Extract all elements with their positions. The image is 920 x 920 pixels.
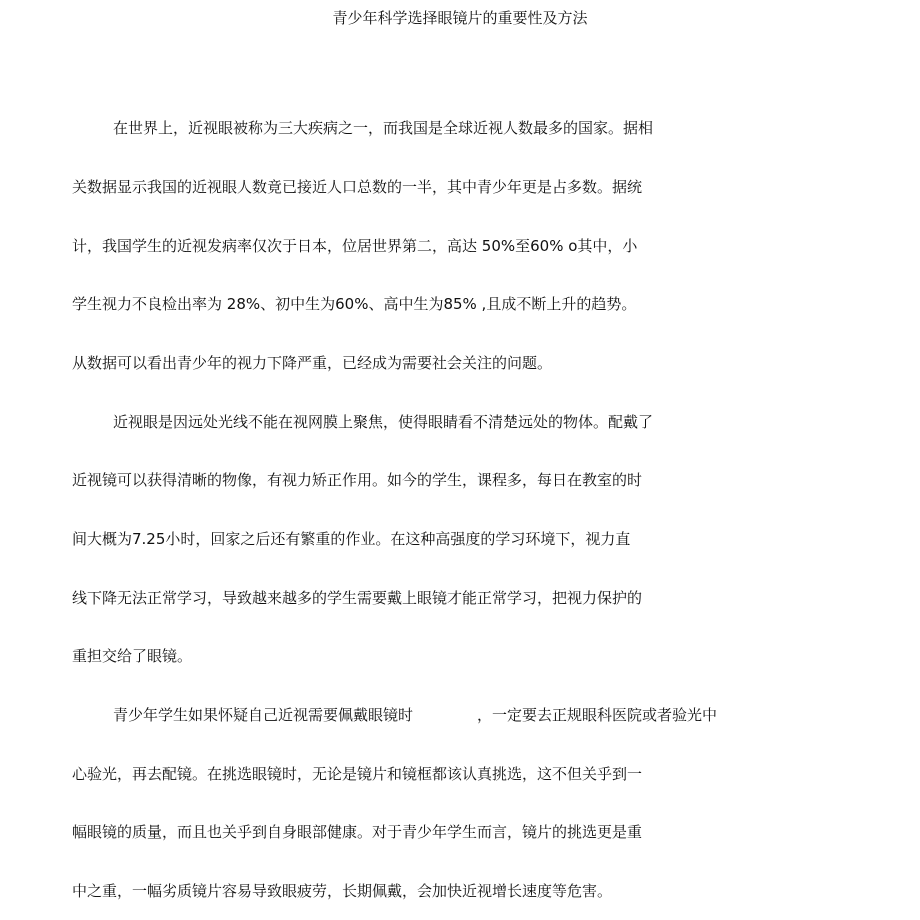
- paragraph-3-line-1-part-a: 青少年学生如果怀疑自己近视需要佩戴眼镜时: [113, 706, 414, 724]
- paragraph-2-line-5: 重担交给了眼镜。: [72, 647, 193, 665]
- document-title: 青少年科学选择眼镜片的重要性及方法: [332, 9, 588, 27]
- paragraph-3-line-1: [113, 705, 717, 725]
- paragraph-3-line-4: 中之重，一幅劣质镜片容易导致眼疲劳，长期佩戴，会加快近视增长速度等危害。: [72, 882, 613, 900]
- paragraph-1-line-4: 学生视力不良检出率为 28%、初中生为60%、高中生为85% ,且成不断上升的趋势。: [72, 295, 637, 313]
- paragraph-3-line-2: 心验光，再去配镜。在挑选眼镜时，无论是镜片和镜框都该认真挑选，这不但关乎到一: [72, 765, 643, 783]
- paragraph-2-line-2: 近视镜可以获得清晰的物像，有视力矫正作用。如今的学生，课程多，每日在教室的时: [72, 471, 643, 489]
- paragraph-2-line-3: 间大概为7.25小时，回家之后还有繁重的作业。在这种高强度的学习环境下，视力直: [72, 530, 631, 548]
- paragraph-3-line-3: 幅眼镜的质量，而且也关乎到自身眼部健康。对于青少年学生而言，镜片的挑选更是重: [72, 823, 643, 841]
- paragraph-1-line-2: 关数据显示我国的近视眼人数竟已接近人口总数的一半，其中青少年更是占多数。据统: [72, 178, 643, 196]
- paragraph-2-line-1: 近视眼是因远处光线不能在视网膜上聚焦，使得眼睛看不清楚远处的物体。配戴了: [113, 413, 654, 431]
- paragraph-2-line-4: 线下降无法正常学习，导致越来越多的学生需要戴上眼镜才能正常学习，把视力保护的: [72, 589, 643, 607]
- paragraph-1-line-3: 计，我国学生的近视发病率仅次于日本，位居世界第二，高达 50%至60% o其中，小: [72, 237, 638, 255]
- paragraph-3-line-1-part-b: ，一定要去正规眼科医院或者验光中: [477, 706, 718, 724]
- paragraph-1-line-5: 从数据可以看出青少年的视力下降严重，已经成为需要社会关注的问题。: [72, 354, 553, 372]
- paragraph-1-line-1: 在世界上，近视眼被称为三大疾病之一，而我国是全球近视人数最多的国家。据相: [113, 119, 654, 137]
